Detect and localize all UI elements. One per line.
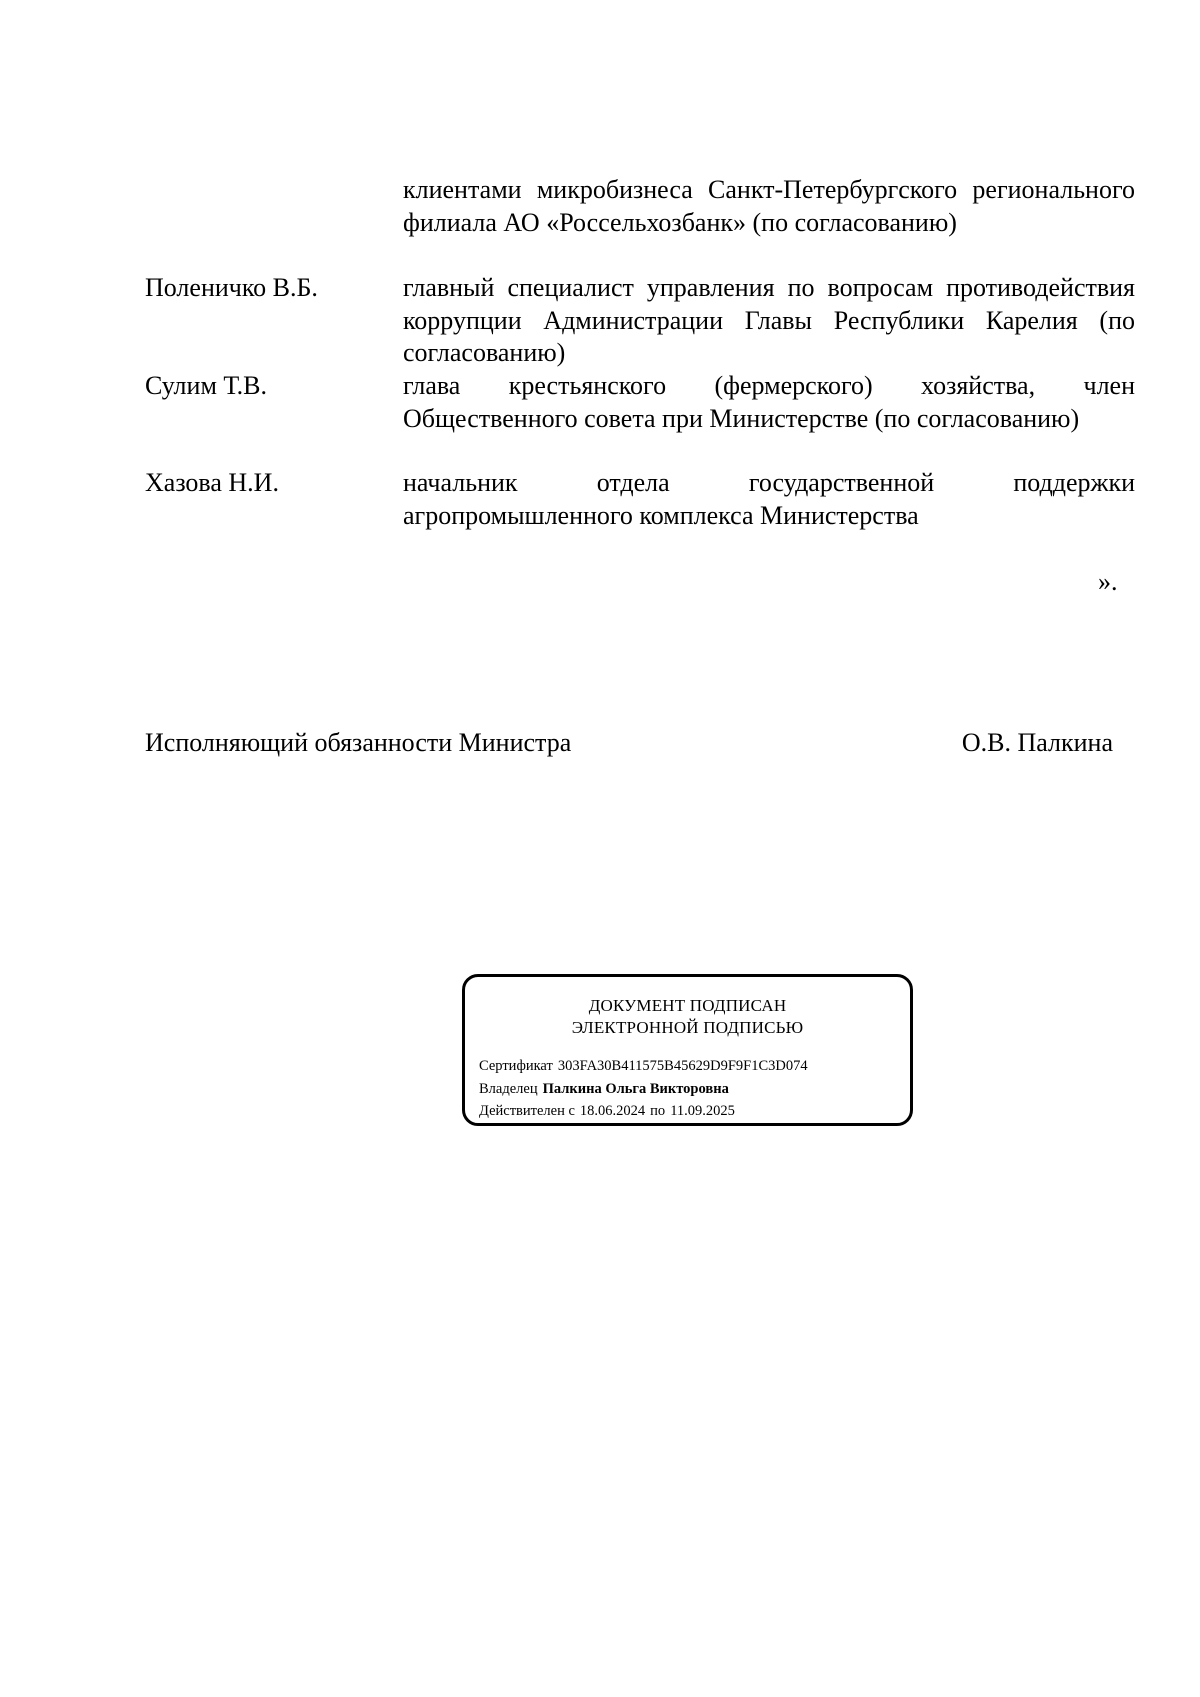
owner-label: Владелец (479, 1081, 538, 1097)
electronic-signature-stamp (462, 974, 913, 1126)
member-description: клиентами микробизнеса Санкт-Петербургского регионального филиала АО «Россельхозбанк» (по согласованию) (403, 175, 1135, 237)
member-description: начальник отдела государственной поддержки агропромышленного комплекса Министерства (403, 468, 1135, 530)
valid-label: Действителен с (479, 1103, 575, 1119)
stamp-certificate (479, 1057, 808, 1075)
stamp-heading (465, 995, 910, 1039)
stamp-validity (479, 1102, 735, 1120)
member-name: Хазова Н.И. (145, 468, 279, 497)
signatory-name: О.В. Палкина (961, 728, 1113, 757)
member-name: Сулим Т.В. (145, 371, 268, 400)
stamp-heading-line: ЭЛЕКТРОННОЙ ПОДПИСЬЮ (571, 1018, 804, 1037)
closing-quote: ». (1098, 567, 1118, 596)
signatory-title: Исполняющий обязанности Министра (145, 728, 572, 757)
valid-from: 18.06.2024 (579, 1103, 646, 1119)
valid-to: 11.09.2025 (670, 1103, 735, 1119)
certificate-value: 303FA30B411575B45629D9F9F1C3D074 (557, 1058, 808, 1074)
certificate-label: Сертификат (479, 1058, 553, 1074)
valid-to-label: по (650, 1103, 666, 1119)
member-name: Поленичко В.Б. (145, 273, 318, 302)
stamp-owner (479, 1080, 729, 1098)
member-description: главный специалист управления по вопросам противодействия коррупции Администрации Главы Республики Карелия (по согласованию) (403, 273, 1135, 367)
owner-value: Палкина Ольга Викторовна (542, 1081, 729, 1097)
member-description: глава крестьянского (фермерского) хозяйства, член Общественного совета при Министерстве (по согласованию) (403, 371, 1135, 433)
stamp-heading-line: ДОКУМЕНТ ПОДПИСАН (588, 996, 787, 1015)
